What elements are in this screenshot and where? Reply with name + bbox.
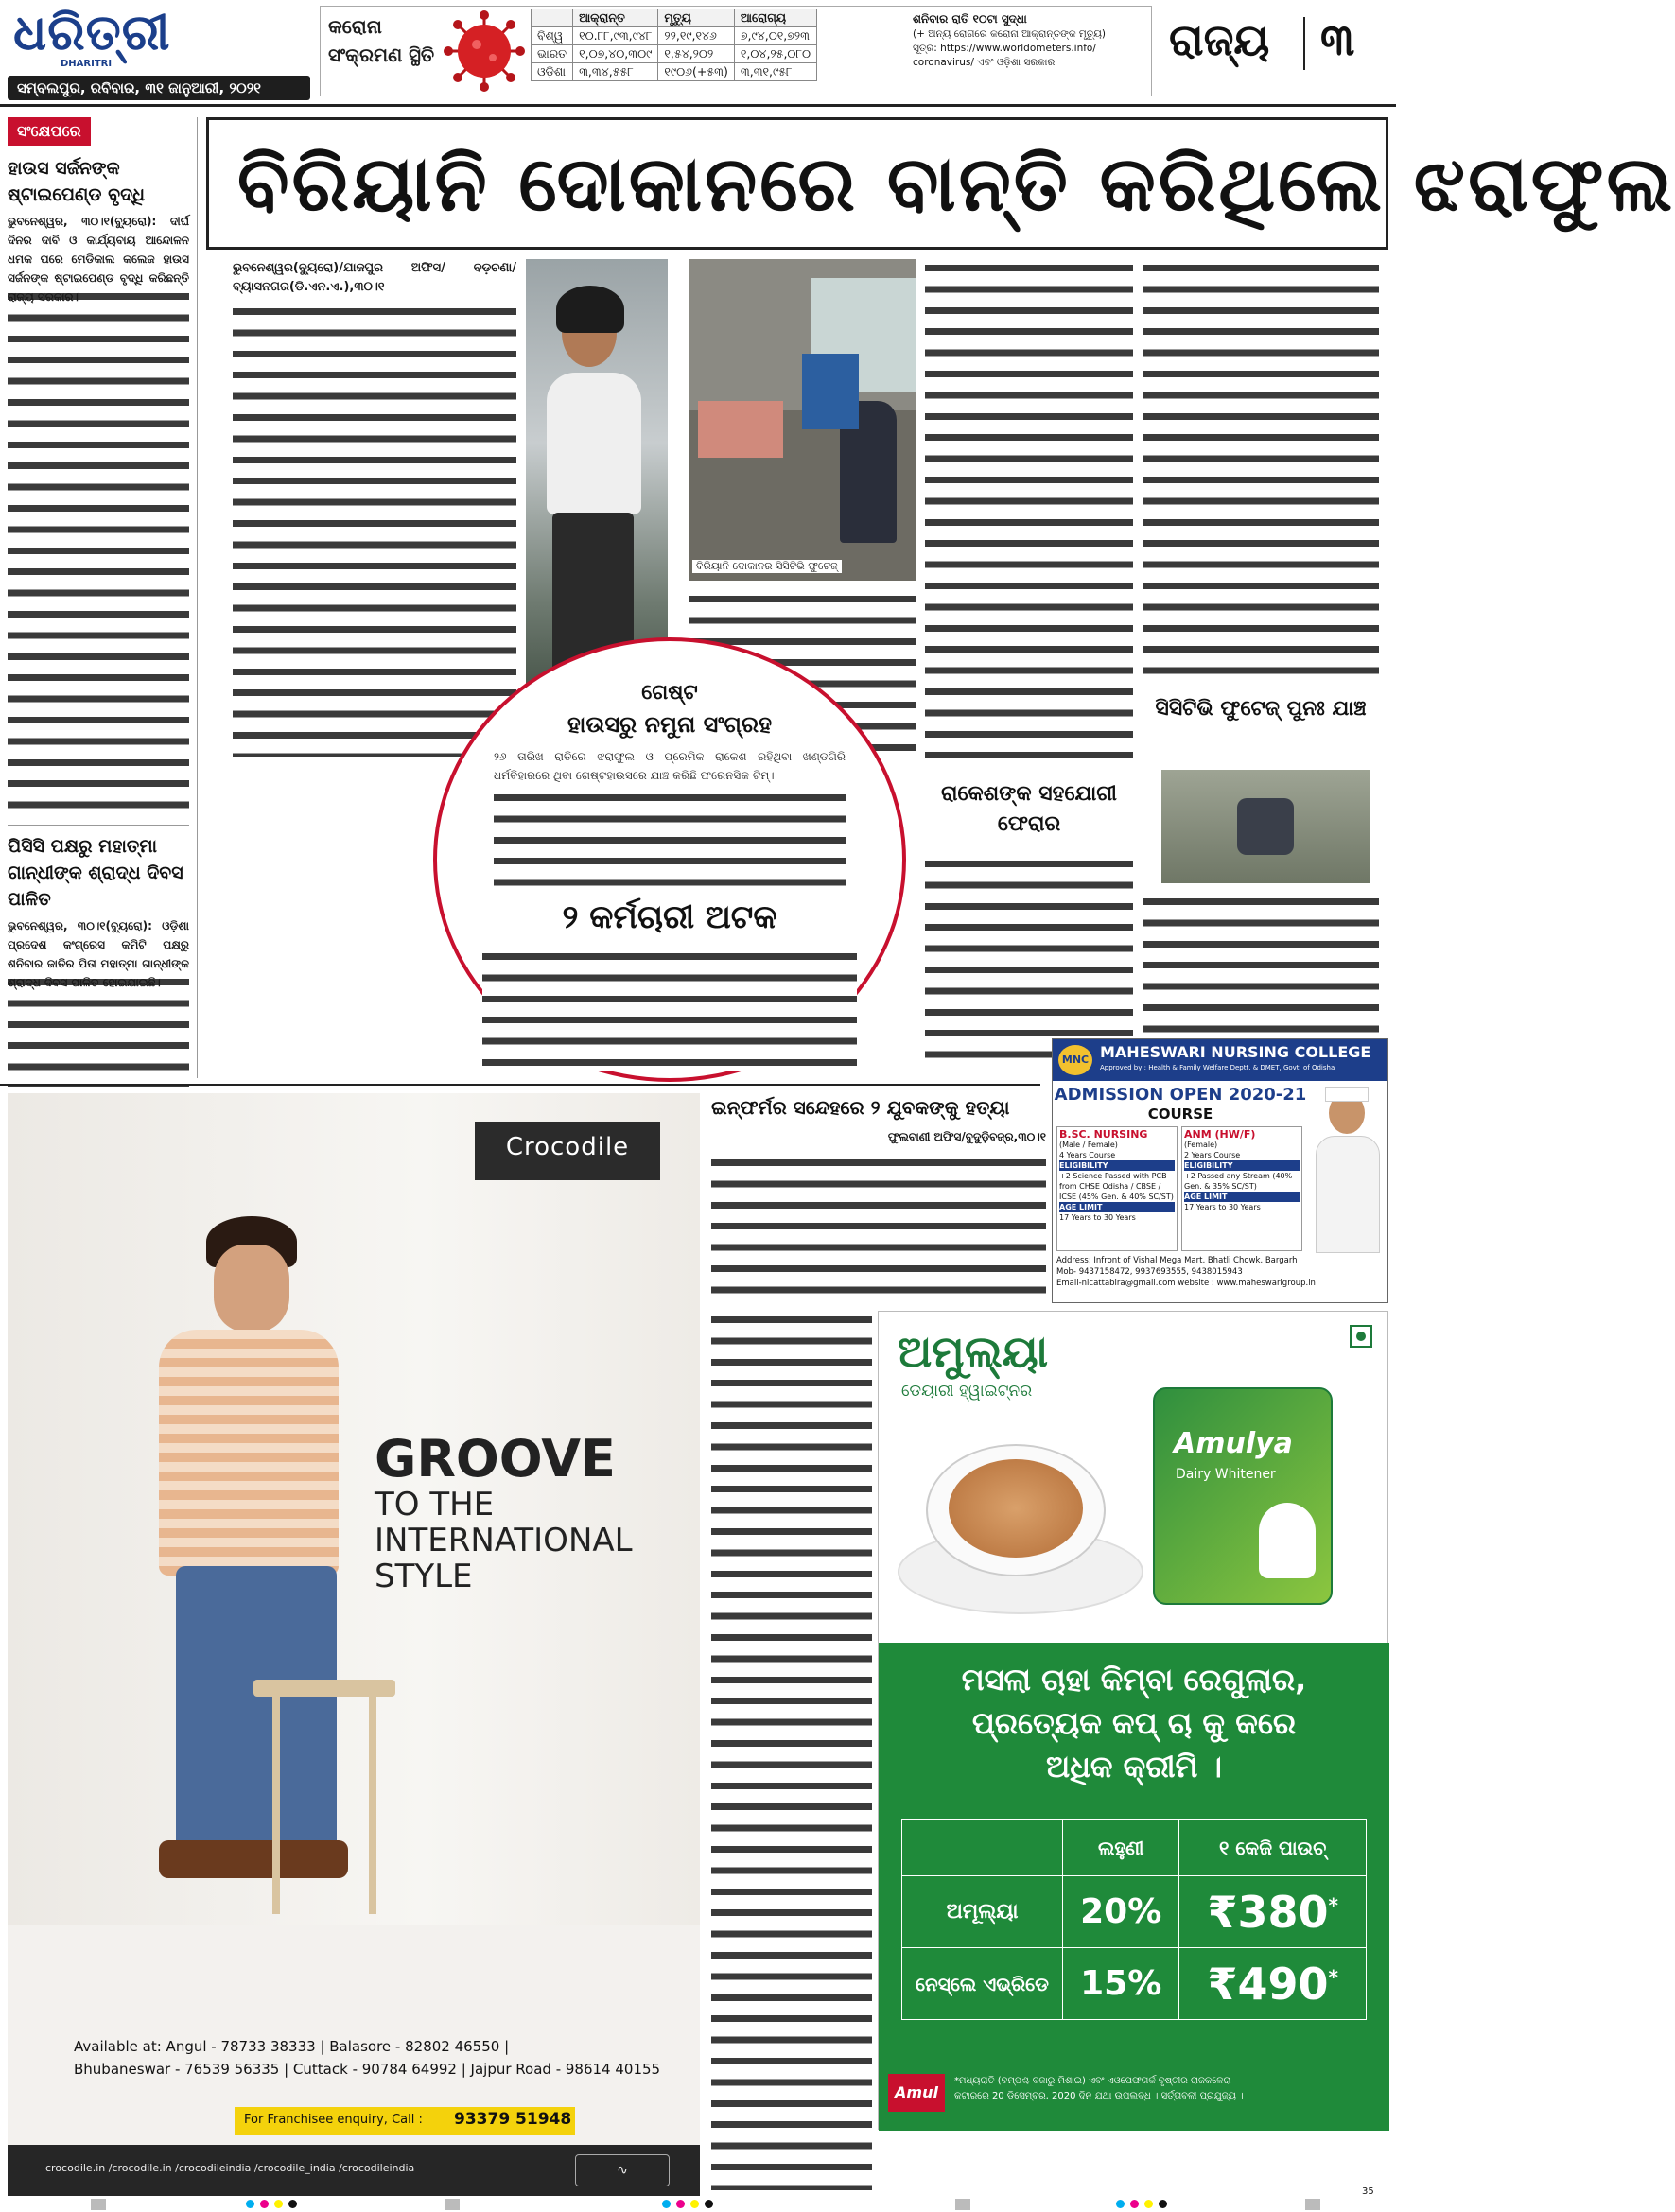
- cell: ବିଶ୍ୱ: [532, 27, 573, 45]
- cell: ଓଡ଼ିଶା: [532, 63, 573, 81]
- lead-sub2: ସିସିଟିଭି ଫୁଟେଜ୍ ପୁନଃ ଯାଞ୍ଚ: [1155, 697, 1367, 721]
- row1-price-cell: [1179, 1876, 1367, 1948]
- inset-headline: ହାଉସରୁ ନମୁନା ସଂଗ୍ରହ: [567, 711, 773, 738]
- reg-dot-magenta-2: [676, 2200, 685, 2208]
- brief-1-headline: ହାଉସ ସର୍ଜନଙ୍କ ଷ୍ଟାଇପେଣ୍ଡ ବୃଦ୍ଧି: [8, 158, 146, 205]
- photo-hair: [556, 286, 624, 333]
- briefs-label: ସଂକ୍ଷେପରେ: [8, 117, 91, 146]
- croc-tagline: [375, 1429, 658, 1595]
- croc-franchise-bar: [235, 2107, 575, 2135]
- stool-leg-2: [369, 1697, 376, 1914]
- brief-1-dateline: ଭୁବନେଶ୍ୱର, ୩୦।୧(ବ୍ୟୁରୋ): ଦୀର୍ଘ ଦିନର ଦାବି ଓ କାର୍ଯ୍ୟବାୟ ଆନ୍ଦୋଳନ ଧମକ ପରେ ମେଡିକାଲ କଲେଜ ହାଉସ ସର୍ଜନଙ୍କ ଷ୍ଟାଇପେଣ୍ଡ ବୃଦ୍ଧି କରିଛନ୍ତି ରାଜ୍ୟ ସରକାର।: [8, 215, 189, 304]
- section-label: ରାଜ୍ୟ: [1169, 14, 1270, 65]
- cell: ୧,୫୪,୨୦୨: [658, 45, 734, 63]
- bsc-age: 17 Years to 30 Years: [1059, 1213, 1136, 1222]
- amulya-title: ଅମୁଲ୍ୟା: [898, 1326, 1049, 1377]
- section-divider: [1303, 17, 1305, 70]
- row2-fat: 15%: [1063, 1948, 1179, 2020]
- reg-swatch-gray-4: [1305, 2199, 1320, 2210]
- price-table: [901, 1819, 1367, 2020]
- corona-row-india: [532, 45, 817, 63]
- logo-subtext: DHARITRI: [61, 59, 113, 69]
- stool-seat: [253, 1680, 395, 1697]
- price-col-blank: [902, 1820, 1063, 1876]
- corona-title: [328, 12, 442, 69]
- lead-dateline: ଭୁବନେଶ୍ୱର(ବ୍ୟୁରୋ)/ଯାଜପୁର ଅଫିସ/ ବଡ଼ଚଣା/ବ୍ୟାସନଗର(ଡି.ଏନ.ଏ.),୩୦।୧: [233, 261, 516, 294]
- lead-col5b-body: [1143, 893, 1379, 1063]
- masthead-rule: [0, 104, 1396, 107]
- row1-price: ₹380: [1207, 1886, 1329, 1938]
- bsc-title: B.SC. NURSING: [1059, 1128, 1148, 1141]
- pack-sub: Dairy Whitener: [1176, 1467, 1276, 1482]
- franchise-label: For Franchisee enquiry, Call :: [244, 2113, 423, 2127]
- nursing-approved: Approved by : Health & Family Welfare Deptt. & DMET, Govt. of Odisha: [1100, 1064, 1335, 1071]
- anm-age-label: AGE LIMIT: [1184, 1192, 1300, 1202]
- avail-line1: Available at: Angul - 78733 38333 | Balasore - 82802 46550 |: [74, 2038, 510, 2055]
- reg-dot-black: [288, 2200, 297, 2208]
- bsc-age-label: AGE LIMIT: [1059, 1202, 1175, 1212]
- reg-dot-yellow-3: [1144, 2200, 1153, 2208]
- croc-social-bar: [8, 2145, 700, 2196]
- lead-headline-box: [206, 117, 1675, 250]
- cell: ଭାରତ: [532, 45, 573, 63]
- anm-elig: +2 Passed any Stream (40% Gen. & 35% SC/ST): [1184, 1172, 1293, 1191]
- slogan-1: ମସଲା ଚାହା କିମ୍ବା ରେଗୁଲାର,: [961, 1662, 1307, 1698]
- corona-col-infected: ଆକ୍ରାନ୍ତ: [573, 9, 658, 27]
- tea: [949, 1459, 1083, 1558]
- corona-title-line1: କରୋନା: [328, 15, 382, 38]
- reg-dot-yellow: [274, 2200, 283, 2208]
- second-body-col2: [711, 1311, 872, 2190]
- brief-2-headline: ପିସିସି ପକ୍ଷରୁ ମହାତ୍ମା ଗାନ୍ଧୀଙ୍କ ଶ୍ରାଦ୍ଧ ଦିବସ ପାଳିତ: [8, 836, 183, 910]
- cell: ୩,୩୪,୫୫୮: [573, 63, 658, 81]
- photo-jacket: [547, 373, 641, 514]
- admission-open: ADMISSION OPEN 2020-21: [1054, 1085, 1307, 1105]
- lead-col5-body: [1143, 259, 1379, 685]
- amul-logo: Amul: [888, 2074, 945, 2112]
- lead-sub1: ରାକେଶଙ୍କ ସହଯୋଗୀ ଫେରାର: [941, 782, 1117, 836]
- cctv-table: [698, 401, 783, 458]
- cell: ୧୦.୮୮,୯୩,୯୪୮: [573, 27, 658, 45]
- cell: ୧୯୦୬(+୫୩): [658, 63, 734, 81]
- model-shirt: [159, 1330, 339, 1576]
- inset-body-lead: ୨୬ ତାରିଖ ରାତିରେ ଝରାଫୁଲ ଓ ପ୍ରେମିକ ରାକେଶ ରହିଥିବା ଖଣ୍ଡଗିରି ଧର୍ମବିହାରରେ ଥିବା ଗେଷ୍ଟହାଉସରେ ଯାଞ୍ଚ କରିଛି ଫରେନସିକ ଟିମ୍।: [494, 750, 846, 782]
- inset-body: [494, 789, 846, 893]
- inset-circle: [433, 637, 906, 1082]
- nursing-header: [1053, 1039, 1387, 1081]
- nursing-ad[interactable]: [1052, 1038, 1388, 1303]
- price-table-wrap: [901, 1819, 1367, 2020]
- corona-row-world: [532, 27, 817, 45]
- nurse-cap: [1325, 1087, 1369, 1102]
- nursing-mobile: Mob- 9437158472, 9937693555, 9438015943: [1056, 1267, 1243, 1277]
- croc-availability: [74, 2035, 689, 2081]
- corona-col-deaths: ମୃତ୍ୟୁ: [658, 9, 734, 27]
- pack-milk-jug: [1259, 1503, 1316, 1578]
- stool-leg: [272, 1697, 280, 1914]
- amulya-ad[interactable]: [878, 1311, 1388, 2130]
- cell: ୩,୩୧,୯୫୮: [734, 63, 816, 81]
- nursing-address: Address: Infront of Vishal Mega Mart, Bhatli Chowk, Bargarh: [1056, 1256, 1298, 1265]
- corona-title-line2: ସଂକ୍ରମଣ ସ୍ଥିତି: [328, 44, 435, 66]
- row2-name: ନେସ୍‌ଲେ ଏଭ୍ରିଡେ: [902, 1948, 1063, 2020]
- model-face: [214, 1245, 289, 1332]
- reg-dot-cyan-2: [662, 2200, 671, 2208]
- cell: ୧,୦୭,୪୦,୩୦୯: [573, 45, 658, 63]
- franchise-number[interactable]: 93379 51948: [454, 2110, 572, 2129]
- row2-price: ₹490: [1207, 1958, 1329, 2010]
- logo-text: ଧରିତ୍ରୀ: [13, 4, 171, 61]
- anm-title: ANM (HW/F): [1184, 1128, 1256, 1141]
- nursing-name: MAHESWARI NURSING COLLEGE: [1100, 1043, 1371, 1061]
- briefs-column: [8, 117, 189, 1078]
- photo2-caption: ବିରିୟାନି ଦୋକାନର ସିସିଟିଭି ଫୁଟେଜ୍: [692, 560, 842, 573]
- reg-dot-magenta-3: [1130, 2200, 1139, 2208]
- anm-elig-label: ELIGIBILITY: [1184, 1160, 1300, 1171]
- amulya-sub: ଡେୟାରୀ ହ୍ୱାଇଟ୍‌ନର: [901, 1382, 1033, 1401]
- row1-fat: 20%: [1063, 1876, 1179, 1948]
- corona-notes: [913, 10, 1149, 70]
- anm-box: [1181, 1126, 1302, 1251]
- dateline-bar: [8, 76, 310, 100]
- tea-cup-icon: [898, 1425, 1143, 1614]
- briefs-vrule: [197, 117, 198, 1078]
- amulya-pack: [1153, 1387, 1333, 1605]
- nursing-contact: [1056, 1255, 1384, 1289]
- nursing-logo: MNC: [1058, 1045, 1092, 1075]
- tag-line2: TO THE: [375, 1486, 495, 1524]
- slogan-3: ଅଧିକ କ୍ରୀମି ।: [1045, 1749, 1223, 1785]
- price-col-fat: ଲହୁଣୀ: [1063, 1820, 1179, 1876]
- inset-body-2: [482, 948, 857, 1071]
- reg-swatch-gray: [91, 2199, 106, 2210]
- dateline-text: ସମ୍ବଲପୁର, ରବିବାର, ୩୧ ଜାନୁଆରୀ, ୨୦୨୧: [17, 79, 261, 96]
- corona-row-odisha: [532, 63, 817, 81]
- pack-brand: Amulya: [1174, 1427, 1293, 1460]
- inset-kicker: ଗେଷ୍ଟ: [641, 681, 698, 705]
- masthead: [0, 0, 1396, 104]
- tag-groove: GROOVE: [375, 1429, 616, 1489]
- bsc-box: [1056, 1126, 1178, 1251]
- tag-line4: STYLE: [375, 1558, 473, 1595]
- stool: [253, 1680, 395, 1916]
- cell: ୭,୯୪,୦୧,୭୨୩: [734, 27, 816, 45]
- lead-col4-body: [925, 259, 1133, 760]
- reg-dot-black-3: [1159, 2200, 1167, 2208]
- croc-brand: Crocodile: [505, 1133, 630, 1161]
- lead-headline: ବିରିୟାନି ଦୋକାନରେ ବାନ୍ତି କରିଥିଲେ ଝରାଫୁଲ: [237, 139, 1675, 228]
- cctv-photo: [689, 259, 916, 581]
- reg-dot-magenta: [260, 2200, 269, 2208]
- page-number-footer: 35: [1362, 2186, 1374, 2197]
- veg-mark-icon: [1350, 1325, 1372, 1348]
- amulya-footnote: [954, 2074, 1380, 2104]
- reg-dot-cyan-3: [1116, 2200, 1125, 2208]
- row1-name: ଅମୂଲ୍ୟା: [902, 1876, 1063, 1948]
- corona-note-source2: coronavirus/ ଏବଂ ଓଡ଼ିଶା ସରକାର: [913, 57, 1056, 68]
- mid-rule: [0, 1084, 1040, 1086]
- anm-age: 17 Years to 30 Years: [1184, 1203, 1261, 1211]
- croc-signature-logo: ∿: [575, 2154, 670, 2186]
- nurse-illustration: [1308, 1087, 1384, 1253]
- croc-social[interactable]: crocodile.in /crocodile.in /crocodileindia /crocodile_india /crocodileindia: [45, 2162, 415, 2174]
- reg-swatch-gray-2: [445, 2199, 460, 2210]
- brief-2-dateline: ଭୁବନେଶ୍ୱର, ୩୦।୧(ବ୍ୟୁରୋ): ଓଡ଼ିଶା ପ୍ରଦେଶ କଂଗ୍ରେସ କମିଟି ପକ୍ଷରୁ ଶନିବାର ଜାତିର ପିତା ମହାତ୍ମା ଗାନ୍ଧୀଙ୍କ ଶ୍ରାଦ୍ଧ ଦିବସ ପାଳିତ ହୋଇଯାଇଛି।: [8, 919, 189, 989]
- lead-story: [206, 117, 1675, 1078]
- second-headline: ଇନ୍‌ଫର୍ମର ସନ୍ଦେହରେ ୨ ଯୁବକଙ୍କୁ ହତ୍ୟା: [711, 1096, 1010, 1119]
- reg-dot-cyan: [246, 2200, 254, 2208]
- anm-gender: (Female): [1184, 1141, 1218, 1149]
- reg-swatch-gray-3: [955, 2199, 970, 2210]
- corona-table: [531, 9, 817, 81]
- reg-dot-black-2: [705, 2200, 713, 2208]
- crocodile-ad[interactable]: [8, 1093, 700, 2196]
- row2-star: *: [1328, 1965, 1338, 1989]
- second-dateline: ଫୁଲବାଣୀ ଅଫିସ/ବୁଦୁଡ଼ିବଜ୍ର,୩୦।୧: [887, 1130, 1046, 1143]
- brief-divider: [8, 825, 189, 826]
- inset-headline-2: ୨ କର୍ମଚାରୀ ଅଟକ: [562, 898, 777, 936]
- bsc-elig-label: ELIGIBILITY: [1059, 1160, 1175, 1171]
- bsc-duration: 4 Years Course: [1059, 1151, 1116, 1159]
- avail-line2: Bhubaneswar - 76539 56335 | Cuttack - 90784 64992 | Jajpur Road - 98614 40155: [74, 2061, 661, 2078]
- price-col-pouch: ୧ କେଜି ପାଉଚ୍: [1179, 1820, 1367, 1876]
- row2-price-cell: [1179, 1948, 1367, 2020]
- corona-col-blank: [532, 9, 573, 27]
- cctv-blue-box: [802, 354, 859, 429]
- cctv-photo-2: [1161, 770, 1370, 883]
- footnote-1: *ମଧ୍ୟରାତି (ବମ୍ପଶ୍ଚ ବଜାରୁ ମିଶାଇ) ଏବଂ ଏଓପେଫଗର୍କ ବୃଷ୍ଟୀର ରାଜକଳେରା: [954, 2076, 1231, 2086]
- second-body-col1: [711, 1154, 1046, 1305]
- bsc-gender: (Male / Female): [1059, 1141, 1118, 1149]
- dharitri-logo[interactable]: [13, 4, 316, 72]
- corona-col-recovered: ଆରୋଗ୍ୟ: [734, 9, 816, 27]
- slogan-2: ପ୍ରତ୍ୟେକ କପ୍ ଚା କୁ କରେ: [971, 1705, 1297, 1741]
- nursing-email: Email-nlcattabira@gmail.com website : www.maheswarigroup.in: [1056, 1279, 1316, 1288]
- amulya-green-panel: [879, 1643, 1389, 2131]
- row1-star: *: [1328, 1893, 1338, 1917]
- page-number: ୩: [1320, 14, 1355, 65]
- footnote-2: କଟାରରେ 20 ଡିସେମ୍ବର, 2020 ଦିନ ଯଥା ଉପଲବ୍ଧ । ସର୍ତ୍ତାବଳୀ ପ୍ରଯୁଜ୍ୟ ।: [954, 2091, 1244, 2101]
- croc-brand-box: [475, 1122, 660, 1180]
- brief-1-body: [8, 287, 189, 817]
- reg-dot-yellow-2: [690, 2200, 699, 2208]
- corona-note-time: ଶନିବାର ରାତି ୧୦ଟା ସୁଦ୍ଧା: [913, 12, 1027, 26]
- nurse-uniform: [1316, 1136, 1380, 1253]
- corona-note-other: (+ ଅନ୍ୟ ରୋଗରେ କରୋନା ଆକ୍ରାନ୍ତଙ୍କ ମୃତ୍ୟୁ): [913, 28, 1107, 40]
- course-label: COURSE: [1147, 1106, 1213, 1123]
- corona-note-source: ସୂତ୍ର: https://www.worldometers.info/: [913, 43, 1096, 54]
- print-registration-marks: [0, 2196, 1396, 2212]
- anm-duration: 2 Years Course: [1184, 1151, 1241, 1159]
- virus-icon: [444, 10, 525, 92]
- bike-riders: [1237, 798, 1294, 855]
- cell: ୨୨,୧୯,୧୪୬: [658, 27, 734, 45]
- bsc-elig: +2 Science Passed with PCB from CHSE Odisha / CBSE / ICSE (45% Gen. & 40% SC/ST): [1059, 1172, 1174, 1201]
- corona-box: [320, 6, 1152, 96]
- cell: ୧,୦୪,୨୫,୦୮୦: [734, 45, 816, 63]
- tag-line3: INTERNATIONAL: [375, 1522, 633, 1559]
